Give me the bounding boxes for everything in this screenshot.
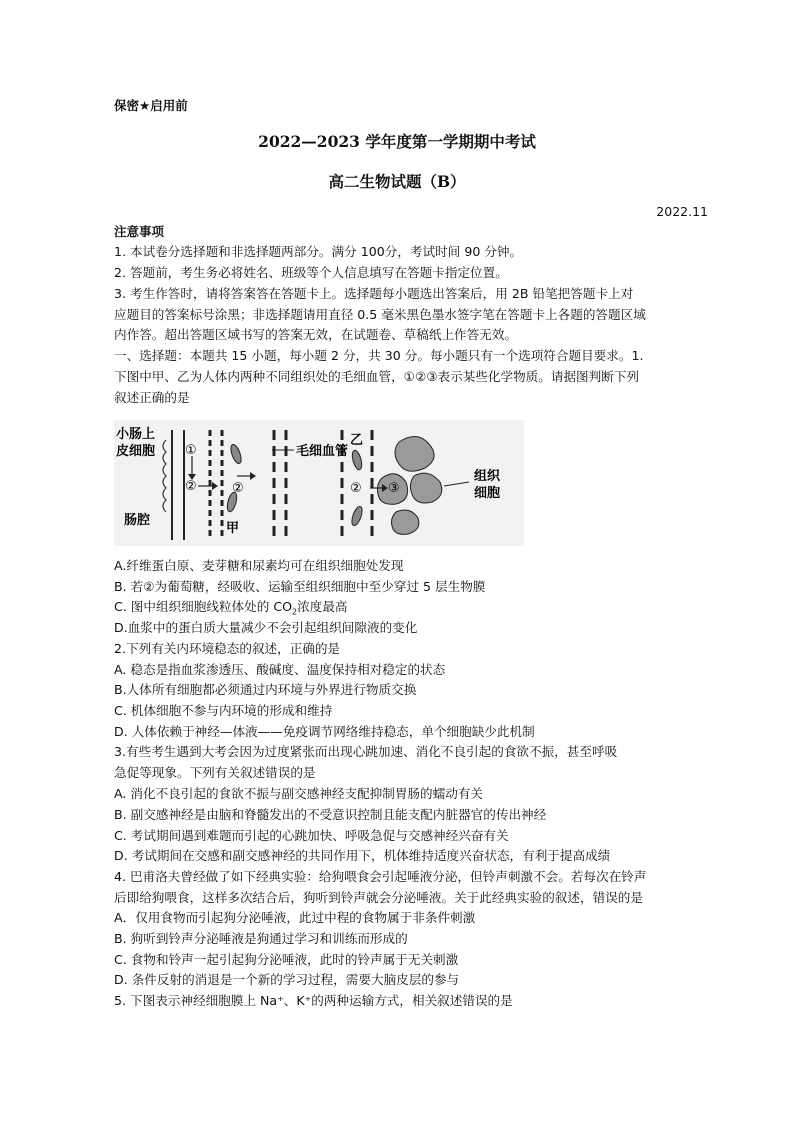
marker-2-left: ② <box>185 479 197 494</box>
notes-heading: 注意事项 <box>114 224 165 239</box>
label-capillary: 毛细血管 <box>296 444 349 459</box>
marker-3: ③ <box>388 481 400 496</box>
q3-option-b: B. 副交感神经是由脑和脊髓发出的不受意识控制且能支配内脏器官的传出神经 <box>114 807 547 822</box>
q4-stem-line-1: 4. 巴甫洛夫曾经做了如下经典实验：给狗喂食会引起唾液分泌，但铃声刺激不会。若每次在铃声 <box>114 869 647 884</box>
q4-option-a: A．仅用食物而引起狗分泌唾液，此过中程的食物属于非条件刺激 <box>114 910 476 925</box>
note-item-1: 1. 本试卷分选择题和非选择题两部分。满分 100分，考试时间 90 分钟。 <box>114 244 523 259</box>
label-capillary-yi: 乙 <box>350 433 364 448</box>
marker-2-middle: ② <box>232 481 244 496</box>
label-tissue-cell-line-2: 细胞 <box>474 486 501 501</box>
q2-stem: 2.下列有关内环境稳态的叙述，正确的是 <box>114 641 341 656</box>
confidential-label: 保密★启用前 <box>114 98 188 113</box>
q1-option-d: D.血浆中的蛋白质大量减少不会引起组织间隙液的变化 <box>114 620 418 635</box>
q1-option-a: A.纤维蛋白原、麦芽糖和尿素均可在组织细胞处发现 <box>114 558 404 573</box>
note-item-3-line-2: 应题目的答案标号涂黑；非选择题请用直径 0.5 毫米黑色墨水签字笔在答题卡上各题的答题区域 <box>114 307 646 322</box>
paper-title: 高二生物试题（B） <box>328 172 466 191</box>
note-item-2: 2. 答题前，考生务必将姓名、班级等个人信息填写在答题卡指定位置。 <box>114 265 508 280</box>
q3-option-d: D. 考试期间在交感和副交感神经的共同作用下，机体维持适度兴奋状态，有利于提高成绩 <box>114 848 611 863</box>
label-intestine-cell-line-2: 皮细胞 <box>116 444 156 459</box>
note-item-3-line-3: 内作答。超出答题区域书写的答案无效，在试题卷、草稿纸上作答无效。 <box>114 327 517 342</box>
q4-stem-line-2: 后即给狗喂食，这样多次结合后，狗听到铃声就会分泌唾液。关于此经典实验的叙述，错误的是 <box>114 890 643 905</box>
marker-2-right: ② <box>350 481 362 496</box>
label-tissue-cell-line-1: 组织 <box>474 469 501 484</box>
q5-stem: 5. 下图表示神经细胞膜上 Na⁺、K⁺的两种运输方式，相关叙述错误的是 <box>114 993 513 1008</box>
q4-option-b: B. 狗听到铃声分泌唾液是狗通过学习和训练而形成的 <box>114 931 408 946</box>
capillary-diagram <box>114 420 524 546</box>
q1-option-b: B. 若②为葡萄糖，经吸收、运输至组织细胞中至少穿过 5 层生物膜 <box>114 579 486 594</box>
q3-stem-line-1: 3.有些考生遇到大考会因为过度紧张而出现心跳加速、消化不良引起的食欲不振，甚至呼吸 <box>114 744 618 759</box>
section1-intro-line-2: 下图中甲、乙为人体内两种不同组织处的毛细血管，①②③表示某些化学物质。请据图判断下列 <box>114 369 640 384</box>
q2-option-b: B.人体所有细胞都必须通过内环境与外界进行物质交换 <box>114 682 417 697</box>
q3-option-c: C. 考试期间遇到难题而引起的心跳加快、呼吸急促与交感神经兴奋有关 <box>114 828 509 843</box>
label-capillary-jia: 甲 <box>226 521 240 536</box>
note-item-3-line-1: 3. 考生作答时，请将答案答在答题卡上。选择题每小题选出答案后，用 2B 铅笔把答题卡上对 <box>114 286 634 301</box>
marker-1: ① <box>185 443 197 458</box>
label-intestine-cell-line-1: 小肠上 <box>116 427 156 442</box>
label-gut-lumen: 肠腔 <box>124 513 151 528</box>
q3-stem-line-2: 急促等现象。下列有关叙述错误的是 <box>114 765 316 780</box>
q2-option-a: A. 稳态是指血浆渗透压、酸碱度、温度保持相对稳定的状态 <box>114 662 446 677</box>
section1-intro-line-1: 一、选择题：本题共 15 小题，每小题 2 分，共 30 分。每小题只有一个选项符合题目要求。1. <box>114 348 644 363</box>
q3-option-a: A. 消化不良引起的食欲不振与副交感神经支配抑制胃肠的蠕动有关 <box>114 786 484 801</box>
q1-option-c: C. 图中组织细胞线粒体处的 $CO_2$浓度最高 <box>114 599 348 617</box>
q2-option-c: C. 机体细胞不参与内环境的形成和维持 <box>114 703 333 718</box>
exam-title: 2022—2023 学年度第一学期期中考试 <box>258 132 536 151</box>
q4-option-c: C. 食物和铃声一起引起狗分泌唾液，此时的铃声属于无关刺激 <box>114 952 459 967</box>
exam-date: 2022.11 <box>656 204 708 219</box>
section1-intro-line-3: 叙述正确的是 <box>114 390 190 405</box>
q2-option-d: D. 人体依赖于神经—体液——免疫调节网络维持稳态，单个细胞缺少此机制 <box>114 724 535 739</box>
q4-option-d: D. 条件反射的消退是一个新的学习过程，需要大脑皮层的参与 <box>114 972 460 987</box>
